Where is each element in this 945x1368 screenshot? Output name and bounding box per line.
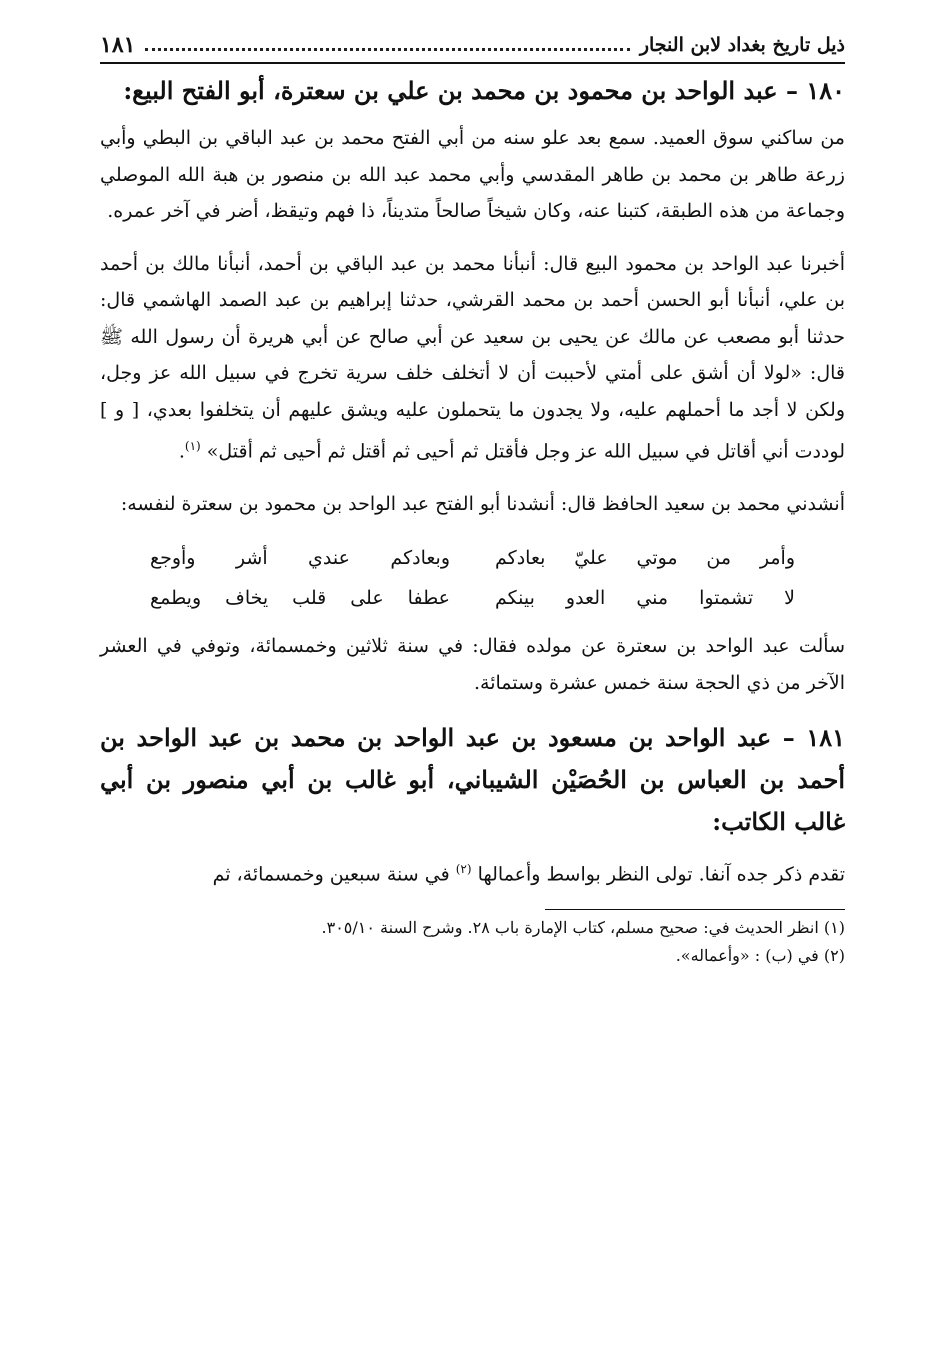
poem-line-1-second-hemistich: وبعادكم عندي أشر وأوجع: [150, 547, 450, 570]
running-title: ذيل تاريخ بغداد لابن النجار: [639, 34, 845, 56]
header-dots: [145, 48, 629, 51]
entry-180-paragraph-2-text: أخبرنا عبد الواحد بن محمود البيع قال: أنبأنا محمد بن عبد الباقي بن أحمد، أنبأنا مالك بن أحمد بن علي، أنبأنا أبو الحسن أحمد بن محمد القرشي، حدثنا إبراهيم بن عبد الصمد الهاشمي قال: حدثنا أبو مصعب عن مالك عن يحيى بن سعيد عن أبي صالح عن أبي هريرة أن رسول الله ﷺ قال: «لولا أن أشق على أمتي لأحببت أن لا أتخلف خلف سرية تخرج في سبيل الله عز وجل، ولكن لا أجد ما أحملهم عليه، ولا يجدون ما يتحملون عليه ويشق عليهم أن يتخلفوا بعدي، [ و ] لوددت أني أقاتل في سبيل الله عز وجل فأقتل ثم أحيى ثم أقتل ثم أحيى ثم أقتل»: [100, 252, 845, 463]
footnote-2: (٢) في (ب) : «وأعماله».: [675, 946, 845, 966]
footnote-ref-1: (١): [184, 439, 201, 453]
poem-line-1: [100, 538, 845, 578]
entry-180-paragraph-2-end: .: [178, 440, 185, 463]
footnote-ref-2: (٢): [455, 862, 472, 877]
poem: [100, 538, 845, 618]
poem-line-2-second-hemistich: عطفا على قلب يخاف ويطمع: [150, 587, 450, 610]
entry-181-title: ١٨١ – عبد الواحد بن مسعود بن عبد الواحد بن محمد بن عبد الواحد بن أحمد بن العباس بن الحُصَيْن الشيباني، أبو غالب بن أبي منصور بن أبي غالب الكاتب:: [100, 723, 845, 837]
entry-181-paragraph-1-text-b: في سنة سبعين وخمسمائة، ثم: [212, 863, 456, 886]
entry-181-paragraph-1-text-a: تقدم ذكر جده آنفا. تولى النظر بواسط وأعمالها: [471, 863, 845, 886]
entry-180-paragraph-1: من ساكني سوق العميد. سمع بعد علو سنه من أبي الفتح محمد بن عبد الباقي بن البطي وأبي زرعة طاهر بن محمد بن طاهر المقدسي وأبي محمد عبد الله بن منصور بن هبة الله الموصلي وجماعة من هذه الطبقة، كتبنا عنه، وكان شيخاً صالحاً متديناً، ذا فهم وتيقظ، أضر في آخر عمره.: [100, 127, 845, 222]
entry-180-title: ١٨٠ – عبد الواحد بن محمود بن محمد بن علي بن سعترة، أبو الفتح البيع:: [123, 76, 845, 105]
page: [100, 30, 845, 970]
poem-line-1-first-hemistich: وأمر من موتي عليّ بعادكم: [495, 547, 795, 570]
footnote-1: (١) انظر الحديث في: صحيح مسلم، كتاب الإمارة باب ٢٨. وشرح السنة ٣٠٥/١٠.: [321, 918, 845, 938]
footnotes: [100, 914, 845, 970]
page-number: ١٨١: [100, 32, 136, 58]
poem-line-2-first-hemistich: لا تشمتوا مني العدو بينكم: [495, 587, 795, 610]
poem-line-2: [100, 578, 845, 618]
running-header: [100, 30, 845, 64]
entry-180-paragraph-4: سألت عبد الواحد بن سعترة عن مولده فقال: في سنة ثلاثين وخمسمائة، وتوفي في العشر الآخر من ذي الحجة سنة خمس عشرة وستمائة.: [100, 635, 845, 694]
entry-181-paragraph-1: [100, 851, 845, 893]
entry-180-paragraph-3: أنشدني محمد بن سعيد الحافظ قال: أنشدنا أبو الفتح عبد الواحد بن محمود بن سعترة لنفسه:: [120, 492, 845, 515]
entry-180-paragraph-2: [100, 246, 845, 470]
